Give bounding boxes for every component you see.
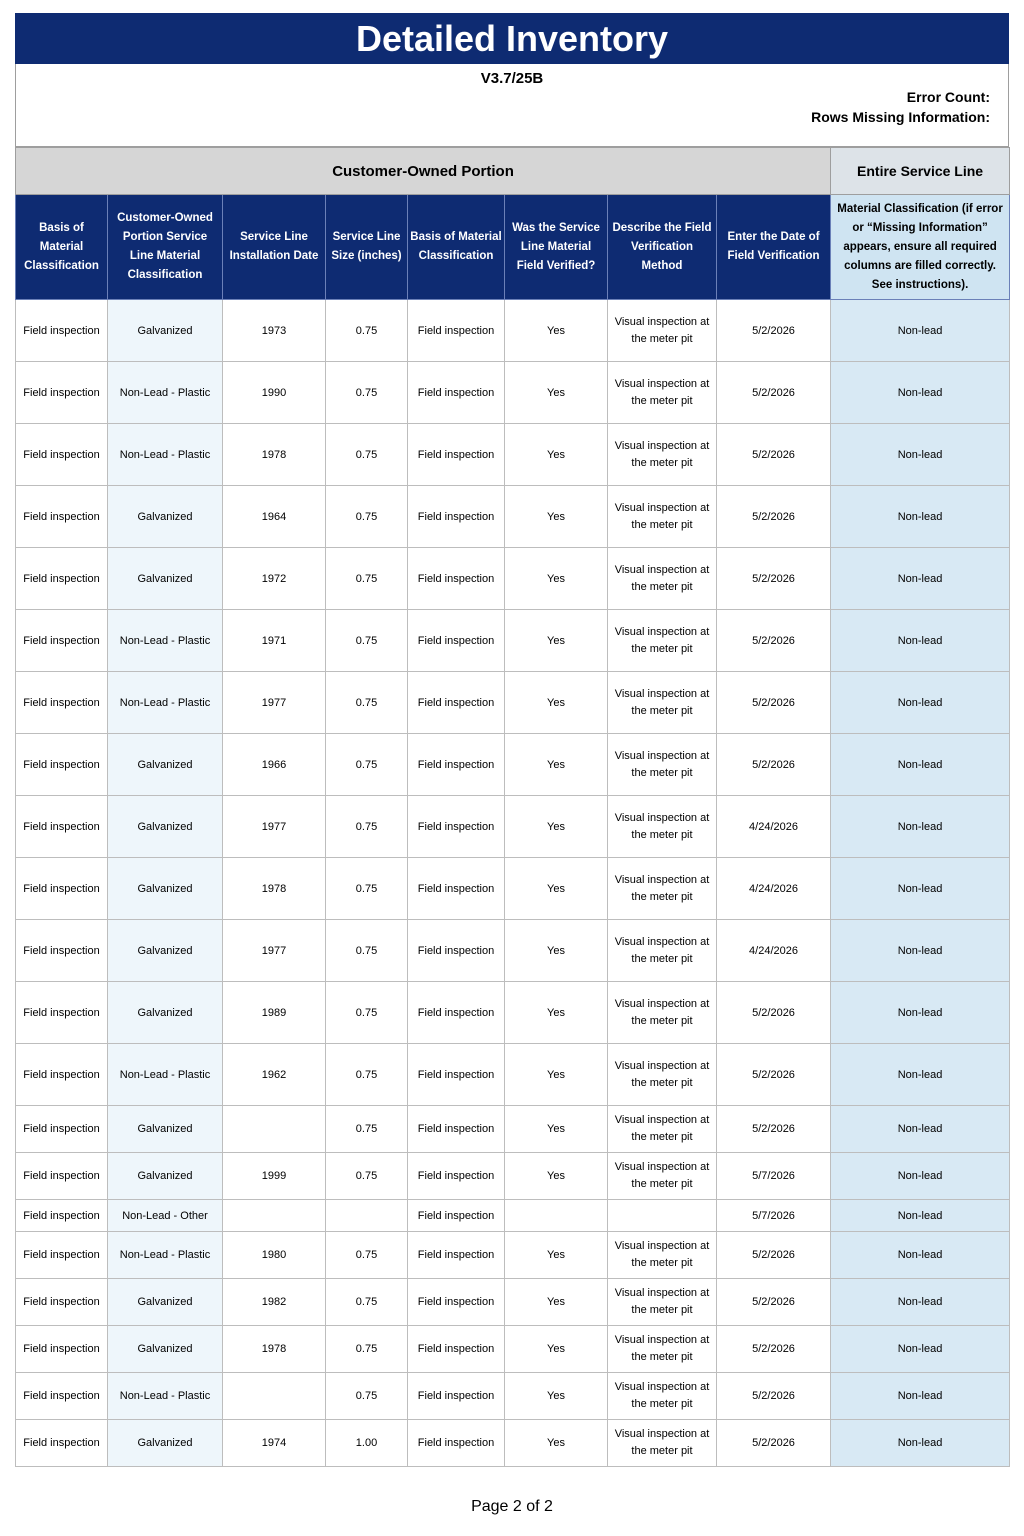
group-header-row	[16, 148, 1010, 195]
verify-date-cell: 4/24/2026	[717, 920, 831, 982]
install-date-cell: 1977	[223, 920, 326, 982]
classification-cell: Non-lead	[831, 300, 1010, 362]
verified-cell: Yes	[505, 300, 608, 362]
error-count-label: Error Count:	[906, 89, 990, 105]
install-date-cell: 1962	[223, 1044, 326, 1106]
classification-cell: Non-lead	[831, 672, 1010, 734]
verify-date-cell: 5/2/2026	[717, 548, 831, 610]
table-row	[16, 1106, 1010, 1153]
basis2-cell: Field inspection	[408, 796, 505, 858]
size-cell: 0.75	[326, 1044, 408, 1106]
basis-cell: Field inspection	[16, 1326, 108, 1373]
basis2-cell: Field inspection	[408, 548, 505, 610]
verified-cell: Yes	[505, 672, 608, 734]
install-date-cell: 1990	[223, 362, 326, 424]
basis2-cell: Field inspection	[408, 1420, 505, 1467]
method-cell: Visual inspection at the meter pit	[608, 1153, 717, 1200]
column-header: Basis of Material Classification	[16, 195, 108, 300]
size-cell: 0.75	[326, 734, 408, 796]
table-row	[16, 1232, 1010, 1279]
table-row	[16, 1326, 1010, 1373]
size-cell: 0.75	[326, 920, 408, 982]
verify-date-cell: 5/2/2026	[717, 1420, 831, 1467]
verified-cell: Yes	[505, 982, 608, 1044]
rows-missing-label: Rows Missing Information:	[811, 109, 990, 125]
column-header: Basis of Material Classification	[408, 195, 505, 300]
size-cell: 0.75	[326, 1153, 408, 1200]
verified-cell: Yes	[505, 1373, 608, 1420]
size-cell: 0.75	[326, 486, 408, 548]
material-cell: Galvanized	[108, 1106, 223, 1153]
basis-cell: Field inspection	[16, 1420, 108, 1467]
basis2-cell: Field inspection	[408, 610, 505, 672]
info-panel	[15, 64, 1009, 147]
verified-cell: Yes	[505, 610, 608, 672]
verified-cell: Yes	[505, 548, 608, 610]
method-cell: Visual inspection at the meter pit	[608, 1044, 717, 1106]
method-cell: Visual inspection at the meter pit	[608, 548, 717, 610]
classification-cell: Non-lead	[831, 1420, 1010, 1467]
verified-cell: Yes	[505, 734, 608, 796]
basis2-cell: Field inspection	[408, 362, 505, 424]
method-cell: Visual inspection at the meter pit	[608, 1326, 717, 1373]
install-date-cell	[223, 1200, 326, 1232]
basis-cell: Field inspection	[16, 1106, 108, 1153]
size-cell: 0.75	[326, 424, 408, 486]
basis-cell: Field inspection	[16, 610, 108, 672]
basis2-cell: Field inspection	[408, 734, 505, 796]
classification-cell: Non-lead	[831, 1106, 1010, 1153]
method-cell	[608, 1200, 717, 1232]
column-header: Service Line Installation Date	[223, 195, 326, 300]
page-number: Page 2 of 2	[471, 1498, 553, 1515]
basis-cell: Field inspection	[16, 1044, 108, 1106]
table-row	[16, 672, 1010, 734]
verified-cell	[505, 1200, 608, 1232]
classification-cell: Non-lead	[831, 982, 1010, 1044]
customer-owned-group-header: Customer-Owned Portion	[16, 148, 831, 195]
verified-cell: Yes	[505, 1044, 608, 1106]
material-cell: Galvanized	[108, 548, 223, 610]
verified-cell: Yes	[505, 1326, 608, 1373]
method-cell: Visual inspection at the meter pit	[608, 1106, 717, 1153]
install-date-cell	[223, 1106, 326, 1153]
method-cell: Visual inspection at the meter pit	[608, 1232, 717, 1279]
size-cell: 0.75	[326, 1373, 408, 1420]
verified-cell: Yes	[505, 858, 608, 920]
size-cell: 0.75	[326, 300, 408, 362]
column-header: Was the Service Line Material Field Verified?	[505, 195, 608, 300]
install-date-cell: 1989	[223, 982, 326, 1044]
verified-cell: Yes	[505, 1279, 608, 1326]
method-cell: Visual inspection at the meter pit	[608, 858, 717, 920]
install-date-cell: 1974	[223, 1420, 326, 1467]
classification-cell: Non-lead	[831, 1326, 1010, 1373]
table-row	[16, 424, 1010, 486]
verify-date-cell: 5/2/2026	[717, 734, 831, 796]
material-cell: Galvanized	[108, 486, 223, 548]
material-cell: Galvanized	[108, 1420, 223, 1467]
classification-cell: Non-lead	[831, 920, 1010, 982]
verified-cell: Yes	[505, 1153, 608, 1200]
material-cell: Galvanized	[108, 734, 223, 796]
classification-cell: Non-lead	[831, 1200, 1010, 1232]
method-cell: Visual inspection at the meter pit	[608, 920, 717, 982]
table-row	[16, 858, 1010, 920]
material-cell: Non-Lead - Plastic	[108, 1232, 223, 1279]
table-row	[16, 734, 1010, 796]
column-header: Customer-Owned Portion Service Line Material Classification	[108, 195, 223, 300]
install-date-cell: 1977	[223, 672, 326, 734]
table-row	[16, 1279, 1010, 1326]
install-date-cell: 1973	[223, 300, 326, 362]
method-cell: Visual inspection at the meter pit	[608, 796, 717, 858]
classification-cell: Non-lead	[831, 1373, 1010, 1420]
size-cell: 0.75	[326, 548, 408, 610]
verify-date-cell: 5/2/2026	[717, 1232, 831, 1279]
column-header-row	[16, 195, 1010, 300]
table-row	[16, 548, 1010, 610]
method-cell: Visual inspection at the meter pit	[608, 672, 717, 734]
install-date-cell	[223, 1373, 326, 1420]
verify-date-cell: 4/24/2026	[717, 796, 831, 858]
method-cell: Visual inspection at the meter pit	[608, 1279, 717, 1326]
basis2-cell: Field inspection	[408, 1326, 505, 1373]
verify-date-cell: 5/2/2026	[717, 1373, 831, 1420]
method-cell: Visual inspection at the meter pit	[608, 486, 717, 548]
classification-cell: Non-lead	[831, 858, 1010, 920]
verified-cell: Yes	[505, 486, 608, 548]
material-cell: Non-Lead - Plastic	[108, 610, 223, 672]
classification-cell: Non-lead	[831, 734, 1010, 796]
size-cell: 0.75	[326, 362, 408, 424]
material-cell: Non-Lead - Plastic	[108, 424, 223, 486]
basis2-cell: Field inspection	[408, 1232, 505, 1279]
verify-date-cell: 5/2/2026	[717, 610, 831, 672]
basis-cell: Field inspection	[16, 672, 108, 734]
method-cell: Visual inspection at the meter pit	[608, 300, 717, 362]
method-cell: Visual inspection at the meter pit	[608, 982, 717, 1044]
table-row	[16, 1420, 1010, 1467]
basis2-cell: Field inspection	[408, 920, 505, 982]
column-header: Material Classification (if error or “Missing Information” appears, ensure all required columns are filled correctly. See instructions).	[831, 195, 1010, 300]
install-date-cell: 1964	[223, 486, 326, 548]
verify-date-cell: 5/2/2026	[717, 672, 831, 734]
verify-date-cell: 5/2/2026	[717, 982, 831, 1044]
classification-cell: Non-lead	[831, 1279, 1010, 1326]
basis-cell: Field inspection	[16, 1373, 108, 1420]
install-date-cell: 1972	[223, 548, 326, 610]
method-cell: Visual inspection at the meter pit	[608, 610, 717, 672]
material-cell: Galvanized	[108, 796, 223, 858]
size-cell: 1.00	[326, 1420, 408, 1467]
verified-cell: Yes	[505, 362, 608, 424]
install-date-cell: 1966	[223, 734, 326, 796]
inventory-table	[15, 147, 1010, 1467]
basis2-cell: Field inspection	[408, 424, 505, 486]
basis-cell: Field inspection	[16, 858, 108, 920]
table-row	[16, 1373, 1010, 1420]
material-cell: Galvanized	[108, 982, 223, 1044]
verify-date-cell: 5/7/2026	[717, 1200, 831, 1232]
size-cell: 0.75	[326, 672, 408, 734]
install-date-cell: 1978	[223, 1326, 326, 1373]
classification-cell: Non-lead	[831, 548, 1010, 610]
verify-date-cell: 5/2/2026	[717, 300, 831, 362]
table-body	[16, 300, 1010, 1467]
classification-cell: Non-lead	[831, 362, 1010, 424]
size-cell: 0.75	[326, 858, 408, 920]
verified-cell: Yes	[505, 1106, 608, 1153]
table-row	[16, 982, 1010, 1044]
material-cell: Non-Lead - Plastic	[108, 672, 223, 734]
table-row	[16, 362, 1010, 424]
material-cell: Non-Lead - Other	[108, 1200, 223, 1232]
material-cell: Galvanized	[108, 1153, 223, 1200]
inventory-sheet	[15, 13, 1009, 1467]
basis-cell: Field inspection	[16, 796, 108, 858]
column-header: Describe the Field Verification Method	[608, 195, 717, 300]
table-row	[16, 796, 1010, 858]
basis-cell: Field inspection	[16, 982, 108, 1044]
size-cell: 0.75	[326, 796, 408, 858]
basis-cell: Field inspection	[16, 1232, 108, 1279]
basis-cell: Field inspection	[16, 1279, 108, 1326]
size-cell: 0.75	[326, 610, 408, 672]
basis2-cell: Field inspection	[408, 486, 505, 548]
material-cell: Galvanized	[108, 1326, 223, 1373]
method-cell: Visual inspection at the meter pit	[608, 362, 717, 424]
basis2-cell: Field inspection	[408, 1106, 505, 1153]
install-date-cell: 1999	[223, 1153, 326, 1200]
classification-cell: Non-lead	[831, 1044, 1010, 1106]
material-cell: Non-Lead - Plastic	[108, 1373, 223, 1420]
table-row	[16, 610, 1010, 672]
basis2-cell: Field inspection	[408, 672, 505, 734]
method-cell: Visual inspection at the meter pit	[608, 1420, 717, 1467]
size-cell: 0.75	[326, 982, 408, 1044]
material-cell: Galvanized	[108, 920, 223, 982]
size-cell	[326, 1200, 408, 1232]
verify-date-cell: 5/2/2026	[717, 1106, 831, 1153]
table-row	[16, 300, 1010, 362]
method-cell: Visual inspection at the meter pit	[608, 424, 717, 486]
method-cell: Visual inspection at the meter pit	[608, 1373, 717, 1420]
basis-cell: Field inspection	[16, 734, 108, 796]
basis-cell: Field inspection	[16, 548, 108, 610]
version-label: V3.7/25B	[480, 70, 544, 87]
material-cell: Non-Lead - Plastic	[108, 1044, 223, 1106]
install-date-cell: 1971	[223, 610, 326, 672]
material-cell: Galvanized	[108, 300, 223, 362]
basis2-cell: Field inspection	[408, 1044, 505, 1106]
classification-cell: Non-lead	[831, 610, 1010, 672]
install-date-cell: 1978	[223, 858, 326, 920]
material-cell: Galvanized	[108, 858, 223, 920]
table-row	[16, 1153, 1010, 1200]
verify-date-cell: 5/2/2026	[717, 1044, 831, 1106]
table-row	[16, 920, 1010, 982]
table-row	[16, 1044, 1010, 1106]
size-cell: 0.75	[326, 1232, 408, 1279]
verified-cell: Yes	[505, 424, 608, 486]
install-date-cell: 1978	[223, 424, 326, 486]
basis2-cell: Field inspection	[408, 858, 505, 920]
verified-cell: Yes	[505, 1420, 608, 1467]
column-header: Service Line Size (inches)	[326, 195, 408, 300]
page-title: Detailed Inventory	[15, 13, 1009, 64]
verify-date-cell: 5/2/2026	[717, 424, 831, 486]
table-row	[16, 1200, 1010, 1232]
basis2-cell: Field inspection	[408, 1200, 505, 1232]
verified-cell: Yes	[505, 796, 608, 858]
size-cell: 0.75	[326, 1106, 408, 1153]
verify-date-cell: 5/7/2026	[717, 1153, 831, 1200]
verified-cell: Yes	[505, 920, 608, 982]
basis-cell: Field inspection	[16, 486, 108, 548]
basis-cell: Field inspection	[16, 362, 108, 424]
size-cell: 0.75	[326, 1326, 408, 1373]
column-header: Enter the Date of Field Verification	[717, 195, 831, 300]
basis-cell: Field inspection	[16, 920, 108, 982]
classification-cell: Non-lead	[831, 486, 1010, 548]
classification-cell: Non-lead	[831, 424, 1010, 486]
size-cell: 0.75	[326, 1279, 408, 1326]
basis2-cell: Field inspection	[408, 982, 505, 1044]
basis-cell: Field inspection	[16, 1153, 108, 1200]
table-row	[16, 486, 1010, 548]
verify-date-cell: 5/2/2026	[717, 362, 831, 424]
basis-cell: Field inspection	[16, 1200, 108, 1232]
verified-cell: Yes	[505, 1232, 608, 1279]
material-cell: Non-Lead - Plastic	[108, 362, 223, 424]
basis2-cell: Field inspection	[408, 300, 505, 362]
basis-cell: Field inspection	[16, 300, 108, 362]
classification-cell: Non-lead	[831, 1153, 1010, 1200]
verify-date-cell: 5/2/2026	[717, 1279, 831, 1326]
verify-date-cell: 4/24/2026	[717, 858, 831, 920]
basis-cell: Field inspection	[16, 424, 108, 486]
verify-date-cell: 5/2/2026	[717, 486, 831, 548]
basis2-cell: Field inspection	[408, 1279, 505, 1326]
classification-cell: Non-lead	[831, 1232, 1010, 1279]
install-date-cell: 1982	[223, 1279, 326, 1326]
material-cell: Galvanized	[108, 1279, 223, 1326]
method-cell: Visual inspection at the meter pit	[608, 734, 717, 796]
basis2-cell: Field inspection	[408, 1153, 505, 1200]
install-date-cell: 1980	[223, 1232, 326, 1279]
basis2-cell: Field inspection	[408, 1373, 505, 1420]
entire-line-group-header: Entire Service Line	[831, 148, 1010, 195]
verify-date-cell: 5/2/2026	[717, 1326, 831, 1373]
classification-cell: Non-lead	[831, 796, 1010, 858]
install-date-cell: 1977	[223, 796, 326, 858]
